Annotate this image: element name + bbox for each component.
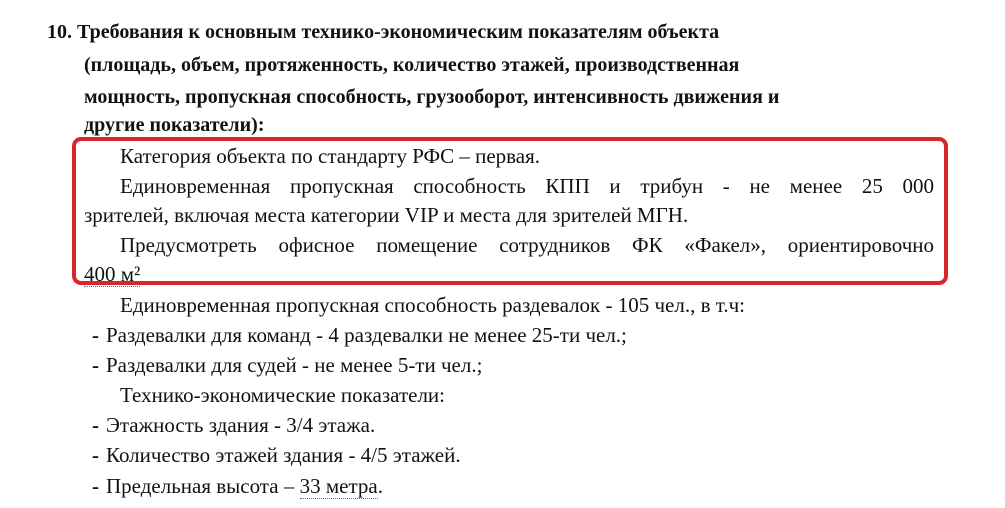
list-item-locker-referees: - Раздевалки для судей - не менее 5-ти чел.; [92,353,483,377]
bullet-dash: - [92,443,99,467]
list-item-floor-count: - Количество этажей здания - 4/5 этажей. [92,443,461,467]
object-category-text: Категория объекта по стандарту РФС – первая. [120,144,541,168]
stand-capacity-line-2: зрителей, включая места категории VIP и места для зрителей МГН. [84,203,689,227]
section-heading-line-4: другие показатели): [84,114,265,136]
section-heading-line-2: (площадь, объем, протяженность, количество этажей, производственная [84,54,740,76]
section-heading-line-3: мощность, пропускная способность, грузооборот, интенсивность движения и [84,86,780,108]
bullet-dash: - [92,353,99,377]
list-item-floors: - Этажность здания - 3/4 этажа. [92,413,376,437]
stand-capacity-line-1: Единовременная пропускная способность КПП и трибун - не менее 25 000 [120,174,934,198]
section-number: 10. [47,21,72,43]
bullet-dash: - [92,323,99,347]
locker-capacity-text: Единовременная пропускная способность раздевалок - 105 чел., в т.ч: [120,293,746,317]
list-item-height-limit: - Предельная высота – 33 метра. [92,474,383,498]
height-value: 33 метра [299,474,378,498]
office-requirement-line-1: Предусмотреть офисное помещение сотрудников ФК «Факел», ориентировочно [120,233,934,257]
tech-indicators-title: Технико-экономические показатели: [120,383,445,407]
list-item-locker-teams: - Раздевалки для команд - 4 раздевалки не менее 25-ти чел.; [92,323,627,347]
office-area-value: 400 м² [84,262,141,286]
bullet-dash: - [92,474,99,498]
highlight-frame [72,137,948,285]
section-heading-line-1: 10. Требования к основным технико-экономическим показателям объекта [47,21,720,43]
bullet-dash: - [92,413,99,437]
